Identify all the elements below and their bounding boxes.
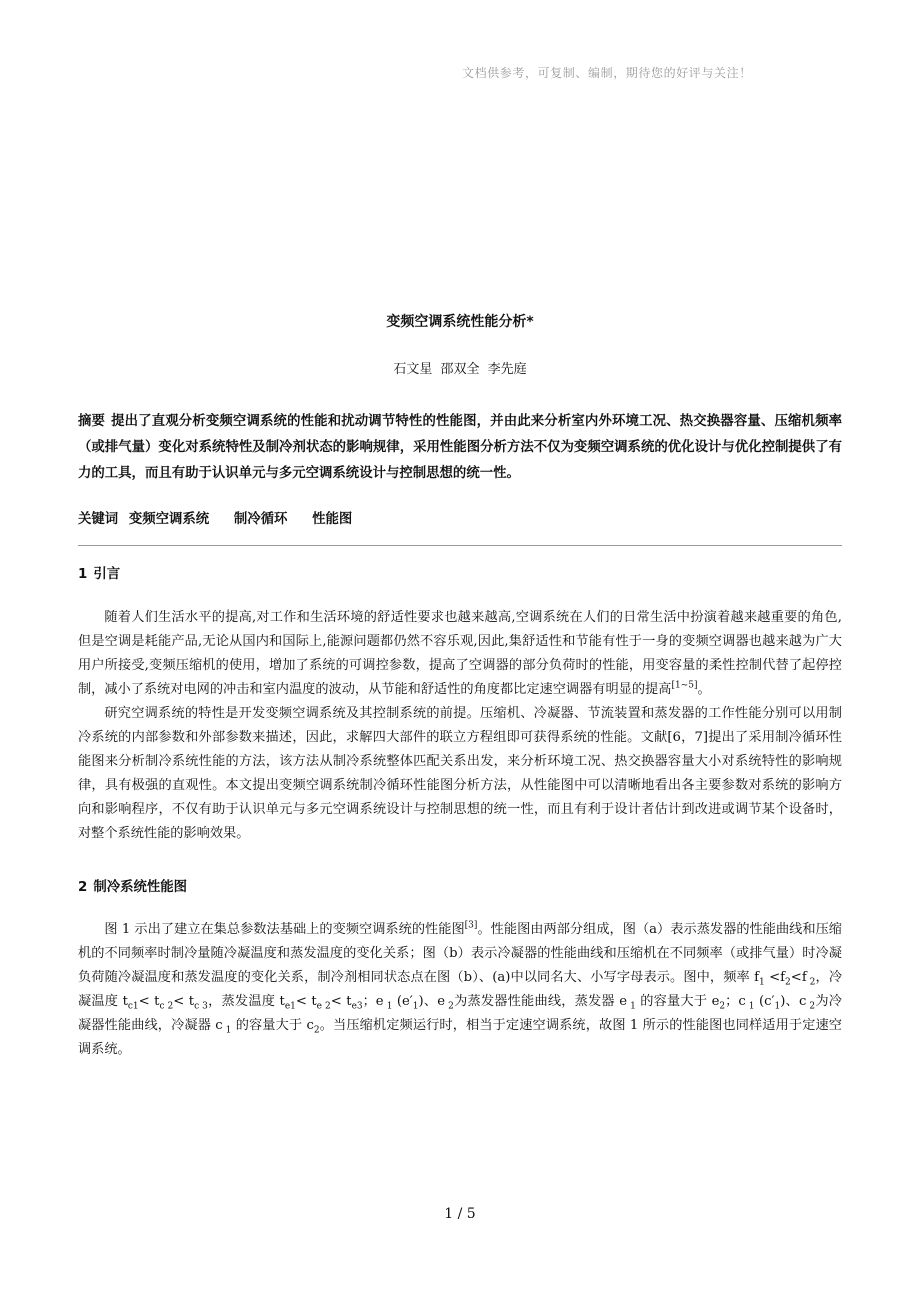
- keywords: [78, 508, 372, 527]
- paragraph-text: ；c: [725, 994, 746, 1009]
- subscript: 1: [627, 1001, 636, 1012]
- abstract-label: 摘要: [78, 414, 106, 429]
- subscript: 2: [313, 1025, 320, 1036]
- subscript: 2: [806, 1001, 816, 1012]
- less-than: <: [769, 970, 781, 985]
- keyword-item: 性能图: [312, 512, 353, 527]
- subscript: 1: [222, 1025, 232, 1036]
- subscript: e1: [284, 1001, 296, 1012]
- paragraph: [78, 606, 842, 702]
- symbol: f: [780, 970, 786, 985]
- symbol: t: [154, 994, 160, 1009]
- section-number: 1: [78, 567, 88, 582]
- section2-body: [78, 918, 842, 1062]
- subscript: 2: [719, 1001, 726, 1012]
- subscript: e 2: [316, 1001, 331, 1012]
- subscript: 1: [745, 1001, 755, 1012]
- paper-authors: 石文星 邵双全 李先庭: [393, 362, 527, 377]
- subscript: 1: [383, 1001, 393, 1012]
- paragraph-text: ；e: [362, 994, 384, 1009]
- less-than: <: [790, 970, 802, 985]
- paragraph-text: 。当压缩机定频运行时，相当于定速空调系统，故图 1 所示的性能图也同样适用于定速空调系统。: [78, 1018, 842, 1057]
- paragraph-text: 图 1 示出了建立在集总参数法基础上的变频空调系统的性能图: [104, 922, 465, 937]
- paragraph-text: 。性能图由两部分组成，图（a）表示蒸发器的性能曲线和压缩机的不同频率时制冷量随冷凝温度和蒸发温度的变化关系；图（b）表示冷凝器的性能曲线和压缩机在不同频率（或排气量）时冷凝负荷随冷凝温度和蒸发温度的变化关系，制冷剂相同状态点在图（b）、(a)中以同名大、小写字母表示。图中，频率 f: [78, 922, 842, 985]
- subscript: 1: [759, 977, 765, 988]
- paragraph-text: 的容量大于 c: [235, 1018, 314, 1033]
- paragraph-text: (e′: [396, 994, 413, 1009]
- less-than: <: [173, 994, 185, 1009]
- page-number: 1 / 5: [444, 1206, 476, 1222]
- symbol: t: [311, 994, 317, 1009]
- paragraph-text: 的容量大于 e: [640, 994, 720, 1009]
- paragraph-text: 为冷凝器性能曲线，冷凝器 c: [78, 994, 842, 1033]
- introduction-body: [78, 606, 842, 846]
- section-divider: [78, 545, 842, 546]
- watermark-text: 文档供参考，可复制、编制，期待您的好评与关注！: [462, 66, 752, 80]
- paragraph-text: 。: [697, 682, 711, 697]
- paragraph-text: ，冷凝温度 t: [78, 970, 843, 1009]
- paper-title: 变频空调系统性能分析*: [386, 314, 534, 330]
- subscript: c 3: [194, 1001, 208, 1012]
- section-heading-introduction: [78, 563, 120, 582]
- subscript: e3: [351, 1001, 363, 1012]
- paragraph: [78, 918, 842, 1062]
- keyword-item: 制冷循环: [233, 512, 288, 527]
- paragraph-text: (c′: [758, 994, 775, 1009]
- section-heading-performance-chart: [78, 876, 187, 895]
- symbol: t: [346, 994, 352, 1009]
- paragraph-text: )、c: [780, 994, 807, 1009]
- keyword-item: 变频空调系统: [128, 512, 210, 527]
- subscript: 2: [445, 1001, 454, 1012]
- subscript: 2: [806, 977, 816, 988]
- paragraph-text: 为蒸发器性能曲线，蒸发器 e: [453, 994, 628, 1009]
- paragraph: 研究空调系统的特性是开发变频空调系统及其控制系统的前提。压缩机、冷凝器、节流装置和蒸发器的工作性能分别可以用制冷系统的内部参数和外部参数来描述，因此，求解四大部件的联立方程组即可获得系统的性能。文献[6，7]提出了采用制冷循环性能图来分析制冷系统性能的方法，该方法从制冷系统整体匹配关系出发，来分析环境工况、热交换器容量大小对系统特性的影响规律，具有极强的直观性。本文提出变频空调系统制冷循环性能图分析方法，从性能图中可以清晰地看出各主要参数对系统的影响方向和影响程序，不仅有助于认识单元与多元空调系统设计与控制思想的统一性，而且有利于设计者估计到改进或调节某个设备时，对整个系统性能的影响效果。: [78, 706, 842, 841]
- section-number: 2: [78, 880, 88, 895]
- subscript: c 2: [159, 1001, 174, 1012]
- symbol: t: [188, 994, 195, 1009]
- paragraph-text: )、e: [418, 994, 446, 1009]
- subscript: c1: [127, 1001, 139, 1012]
- paragraph-text: ，蒸发温度 t: [207, 994, 285, 1009]
- less-than: <: [330, 994, 342, 1009]
- abstract: [78, 409, 842, 487]
- citation: [1~5]: [671, 680, 698, 691]
- subscript: 1: [412, 1001, 419, 1012]
- subscript: 2: [785, 977, 791, 988]
- symbol: f: [801, 970, 807, 985]
- section-title: 引言: [93, 567, 121, 582]
- less-than: <: [295, 994, 307, 1009]
- subscript: 1: [774, 1001, 781, 1012]
- paragraph-text: 随着人们生活水平的提高,对工作和生活环境的舒适性要求也越来越高,空调系统在人们的日常生活中扮演着越来越重要的角色,但是空调是耗能产品,无论从国内和国际上,能源问题都仍然不容乐观,因此,集舒适性和节能有性于一身的变频空调器也越来越为广大用户所接受,变频压缩机的使用，增加了系统的可调控参数，提高了空调器的部分负荷时的性能，用变容量的柔性控制代替了起停控制，减小了系统对电网的冲击和室内温度的波动，从节能和舒适性的角度都比定速空调器有明显的提高: [78, 610, 842, 697]
- abstract-text: 提出了直观分析变频空调系统的性能和扰动调节特性的性能图，并由此来分析室内外环境工况、热交换器容量、压缩机频率（或排气量）变化对系统特性及制冷剂状态的影响规律，采用性能图分析方法不仅为变频空调系统的优化设计与优化控制提供了有力的工具，而且有助于认识单元与多元空调系统设计与控制思想的统一性。: [78, 414, 842, 481]
- keywords-label: 关键词: [78, 512, 119, 527]
- citation: [3]: [464, 920, 478, 931]
- section-title: 制冷系统性能图: [93, 880, 188, 895]
- less-than: <: [138, 994, 150, 1009]
